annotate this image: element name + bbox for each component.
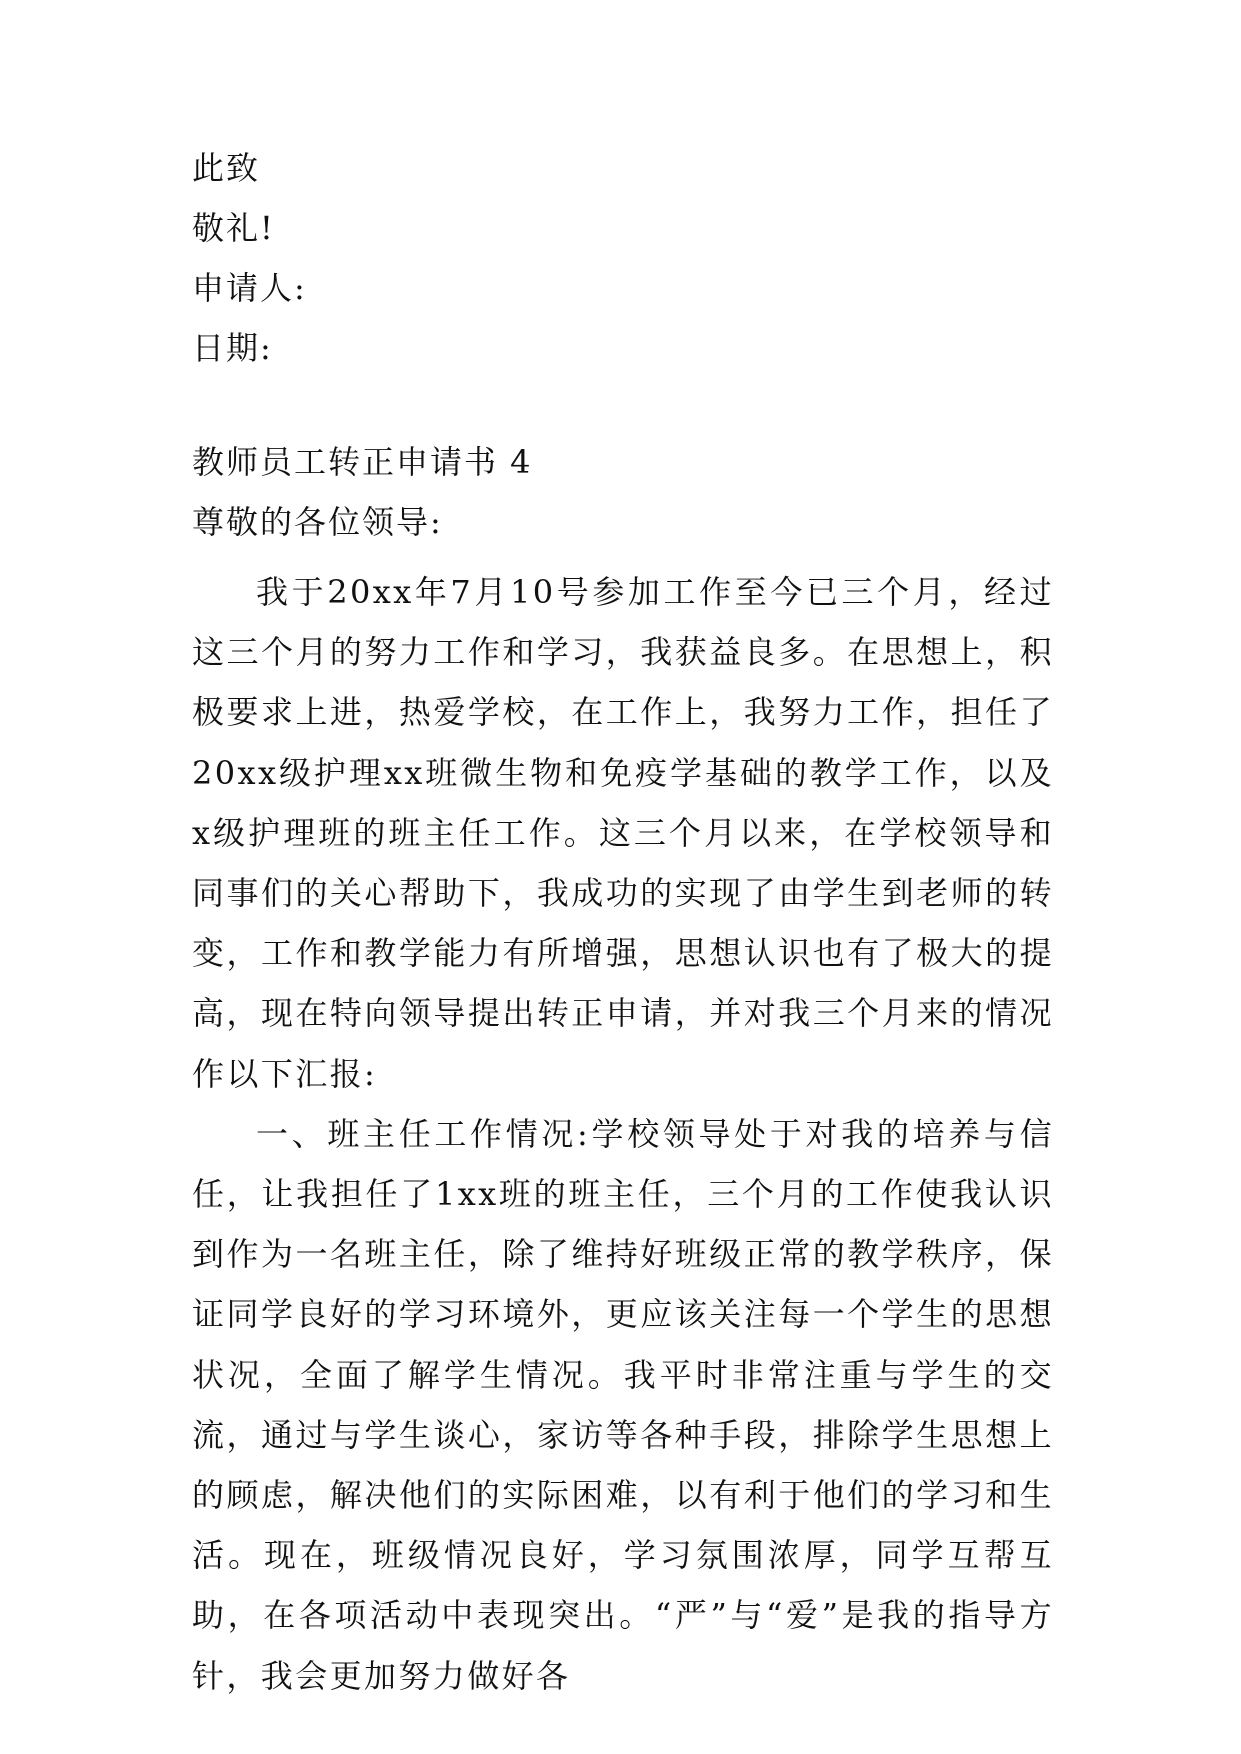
document-title: 教师员工转正申请书 4 — [192, 443, 533, 481]
closing-salutation: 此致 — [192, 149, 261, 187]
paragraph: 我于20xx年7月10号参加工作至今已三个月，经过这三个月的努力工作和学习，我获益良多。在思想上，积极要求上进，热爱学校，在工作上，我努力工作，担任了20xx级护理xx班微生物和免疫学基础的教学工作，以及x级护理班的班主任工作。这三个月以来，在学校领导和同事们的关心帮助下，我成功的实现了由学生到老师的转变，工作和教学能力有所增强，思想认识也有了极大的提高，现在特向领导提出转正申请，并对我三个月来的情况作以下汇报: — [192, 573, 1054, 1093]
applicant-label: 申请人: — [192, 269, 307, 307]
closing-regards: 敬礼! — [192, 209, 275, 247]
document-body — [192, 562, 1054, 1706]
greeting: 尊敬的各位领导: — [192, 503, 443, 541]
paragraph: 一、班主任工作情况:学校领导处于对我的培养与信任，让我担任了1xx班的班主任，三个月的工作使我认识到作为一名班主任，除了维持好班级正常的教学秩序，保证同学良好的学习环境外，更应该关注每一个学生的思想状况，全面了解学生情况。我平时非常注重与学生的交流，通过与学生谈心，家访等各种手段，排除学生思想上的顾虑，解决他们的实际困难，以有利于他们的学习和生活。现在，班级情况良好，学习氛围浓厚，同学互帮互助，在各项活动中表现突出。“严”与“爱”是我的指导方针，我会更加努力做好各 — [192, 1114, 1054, 1695]
date-label: 日期: — [192, 329, 273, 367]
